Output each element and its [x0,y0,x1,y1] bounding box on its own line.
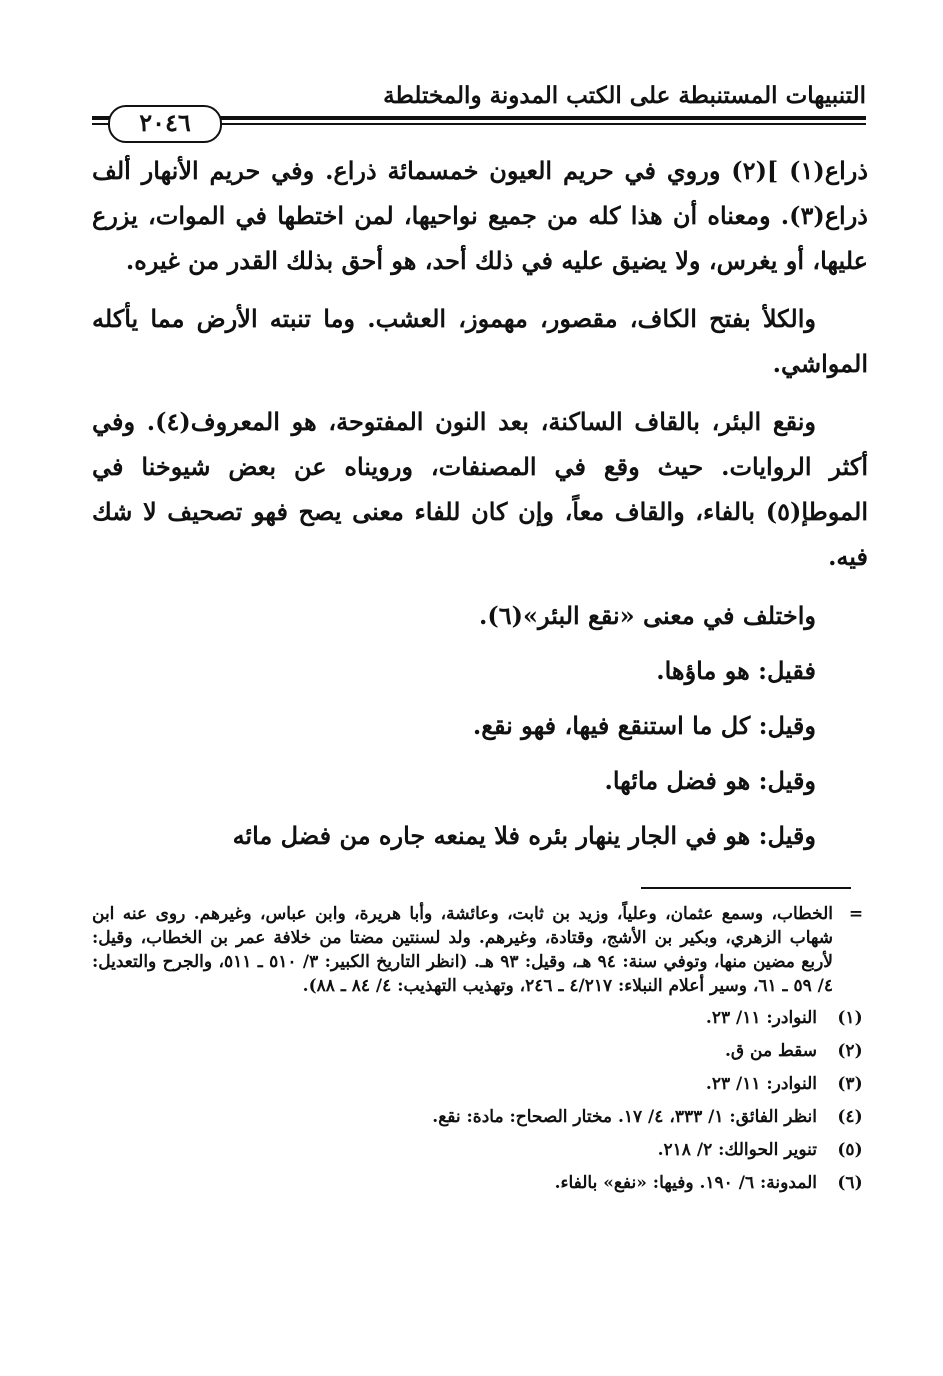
footnote-text: انظر الفائق: ١/ ٣٣٣، ٤/ ١٧. مختار الصحاح: مادة: نقع. [432,1107,817,1127]
definition-list [92,593,868,858]
paragraph: ونقع البئر، بالقاف الساكنة، بعد النون المفتوحة، هو المعروف(٤). وفي أكثر الروايات. حيث وقع في المصنفات، ورويناه عن بعض شيوخنا في الموطإ(٥) بالفاء، والقاف معاً، وإن كان للفاء معنى يصح فهو تصحيف لا شك فيه. [92,407,868,571]
footnote [92,1138,867,1162]
footnote-text: النوادر: ١١/ ٢٣. [705,1074,817,1094]
definition-line: فقيل: هو ماؤها. [656,656,816,685]
definition-line: وقيل: كل ما استنقع فيها، فهو نقع. [472,711,816,740]
footnote-number: (٣) [837,1074,863,1094]
definition-line: وقيل: هو فضل مائها. [604,766,816,795]
footnote [92,1039,867,1063]
footnote [92,1072,867,1096]
footnote-text: سقط من ق. [725,1041,817,1061]
footnote-text: النوادر: ١١/ ٢٣. [705,1008,817,1028]
main-text [92,148,868,868]
definition-line: وقيل: هو في الجار ينهار بئره فلا يمنعه جاره من فضل مائه [232,821,816,850]
paragraph: والكلأ بفتح الكاف، مقصور، مهموز، العشب. وما تنبته الأرض مما يأكله المواشي. [92,304,868,378]
footnote-text: المدونة: ٦/ ١٩٠. وفيها: «نفع» بالفاء. [554,1173,817,1193]
footnote-separator [641,887,851,889]
footnote [92,1171,867,1195]
footnote-text: تنوير الحوالك: ٢/ ٢١٨. [657,1140,817,1160]
footnote-number: (٥) [837,1140,863,1160]
page-header [92,82,866,142]
running-title: التنبيهات المستنبطة على الكتب المدونة والمختلطة [383,82,866,109]
paragraph: ذراع(١) ](٢) وروي في حريم العيون خمسمائة ذراع. وفي حريم الأنهار ألف ذراع(٣). ومعناه أن هذا كله من جميع نواحيها، لمن اختطها في الموات، يزرع عليها، أو يغرس، ولا يضيق عليه في ذلك أحد، هو أحق بذلك القدر من غيره. [92,156,869,275]
footnote-number: (١) [837,1008,863,1028]
footnote [92,1006,867,1030]
footnote-number: (٦) [837,1173,863,1193]
definition-line: واختلف في معنى «نقع البئر»(٦). [479,601,816,630]
footnotes [92,902,867,1204]
footnote [92,1105,867,1129]
page-number: ٢٠٤٦ [108,105,222,143]
footnote-number: (٤) [837,1107,863,1127]
continuation-marker: = [848,904,864,924]
footnote-number: (٢) [837,1041,863,1061]
continuation-text: الخطاب، وسمع عثمان، وعلياً، وزيد بن ثابت، وعائشة، وأبا هريرة، وابن عباس، وغيرهم. روى عنه ابن شهاب الزهري، وبكير بن الأشج، وقتادة، وغيرهم. ولد لسنتين مضتا من خلافة عمر بن الخطاب، وقيل: لأربع مضين منها، وتوفي سنة: ٩٤ هـ، وقيل: ٩٣ هـ. (انظر التاريخ الكبير: ٣/ ٥١٠ ـ ٥١١، والجرح والتعديل: ٤/ ٥٩ ـ ٦١، وسير أعلام النبلاء: ٤/٢١٧ ـ ٢٤٦، وتهذيب التهذيب: ٤/ ٨٤ ـ ٨٨). [92,904,833,996]
footnote-continuation [92,902,867,998]
